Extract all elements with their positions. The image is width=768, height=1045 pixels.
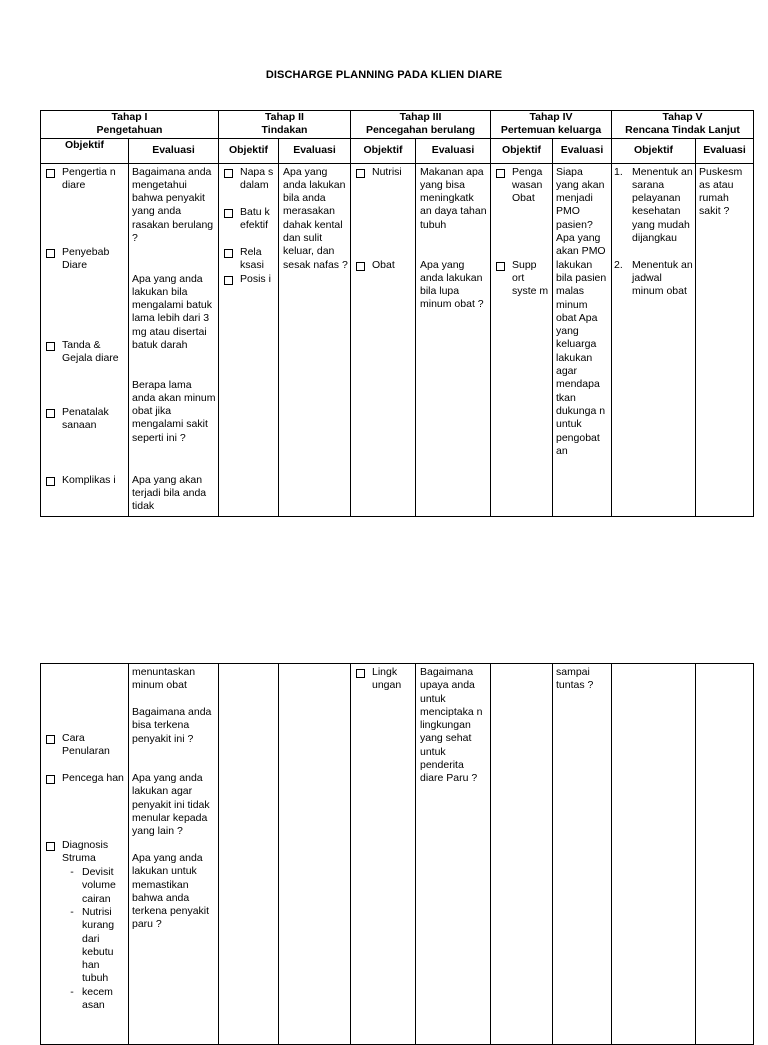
col-evaluasi-4 (553, 138, 612, 163)
checkbox-icon (224, 209, 233, 218)
evaluation-text: Apa yang akan terjadi bila anda tidak (132, 473, 207, 513)
evaluation-text: Makanan apa yang bisa meningkatk an daya tahan tubuh (420, 165, 487, 231)
list-item: Pencega han (46, 772, 124, 785)
discharge-table-1 (40, 110, 754, 517)
t3-objektif-cell (351, 163, 416, 516)
list-item: 1. Menentuk an sarana pelayanan kesehatan yang mudah dijangkau (614, 165, 693, 245)
col-evaluasi-label: Evaluasi (152, 143, 195, 156)
stage-3-header (351, 111, 491, 139)
t1-objektif-cell (41, 163, 129, 516)
t1-evaluasi-cell-p2 (129, 664, 219, 1045)
stage-1-name: Tahap I (111, 111, 148, 123)
list-item: Nutrisi (356, 166, 414, 179)
t2-evaluasi-cell (279, 163, 351, 516)
checkbox-icon (224, 249, 233, 258)
list-item: Posis i (224, 273, 276, 286)
checkbox-icon (356, 262, 365, 271)
checkbox-icon (356, 169, 365, 178)
col-evaluasi-3 (416, 138, 491, 163)
evaluation-text: Bagaimana anda bisa terkena penyakit ini ? (132, 706, 212, 745)
evaluation-text: Apa yang anda lakukan agar penyakit ini tidak menular kepada yang lain ? (132, 772, 210, 838)
stage-4-name: Tahap IV (529, 111, 573, 123)
checkbox-icon (46, 735, 55, 744)
evaluation-text: Bagaimana anda mengetahui bahwa penyakit yang anda rasakan berulang ? (132, 165, 214, 245)
list-item: Napa s dalam (224, 166, 276, 193)
stage-1-header (41, 111, 219, 139)
col-objektif-label: Objektif (633, 143, 674, 156)
list-item: Penga wasan Obat (496, 166, 551, 206)
checkbox-icon (46, 842, 55, 851)
checkbox-icon (46, 409, 55, 418)
evaluation-text: Apa yang anda lakukan untuk memastikan bahwa anda terkena penyakit paru ? (132, 852, 210, 931)
col-objektif-label: Objektif (501, 143, 542, 156)
stage-3-sub: Pencegahan berulang (365, 124, 476, 137)
col-evaluasi-label: Evaluasi (560, 143, 604, 156)
checkbox-icon (46, 169, 55, 178)
list-item: Tanda & Gejala diare (46, 339, 124, 366)
checkbox-icon (46, 342, 55, 351)
discharge-table-2 (40, 663, 754, 1045)
stage-2-sub: Tindakan (261, 124, 308, 137)
t4-evaluasi-cell (553, 163, 612, 516)
t4-evaluasi-cell-p2 (553, 664, 612, 1045)
col-objektif-5 (612, 138, 696, 163)
page-title: DISCHARGE PLANNING PADA KLIEN DIARE (265, 69, 503, 81)
checkbox-icon (496, 262, 505, 271)
checkbox-icon (46, 477, 55, 486)
t3-objektif-cell-p2 (351, 664, 416, 1045)
list-item: Supp ort syste m (496, 259, 551, 299)
col-objektif-label: Objektif (64, 138, 105, 151)
checkbox-icon (496, 169, 505, 178)
t5-objektif-cell-p2 (612, 664, 696, 1045)
col-evaluasi-label: Evaluasi (293, 143, 336, 156)
checkbox-icon (224, 276, 233, 285)
stage-5-sub: Rencana Tindak Lanjut (625, 124, 740, 137)
col-objektif-3 (351, 138, 416, 163)
checkbox-icon (224, 169, 233, 178)
col-objektif-1 (41, 138, 129, 163)
sub-list-item: - Devisit volume cairan (70, 866, 116, 905)
stage-2-name: Tahap II (265, 111, 304, 123)
stage-1-sub: Pengetahuan (96, 124, 163, 137)
stage-4-sub: Pertemuan keluarga (500, 124, 602, 137)
col-evaluasi-label: Evaluasi (431, 143, 475, 156)
evaluation-text: Berapa lama anda akan minum obat jika mengalami sakit seperti ini ? (132, 378, 216, 444)
stage-5-header (612, 111, 754, 139)
evaluation-text: Siapa yang akan menjadi PMO pasien? Apa yang akan PMO lakukan bila pasien malas minum obat Apa yang keluarga lakukan agar mendapa tkan dukunga n untuk pengobat an (556, 165, 607, 457)
evaluation-text: Bagaimana upaya anda untuk menciptaka n lingkungan yang sehat untuk penderita diare Paru ? (420, 666, 483, 785)
list-item: Batu k efektif (224, 206, 276, 233)
t5-evaluasi-cell (696, 163, 754, 516)
col-objektif-label: Objektif (228, 143, 269, 156)
list-item: 2. Menentuk an jadwal minum obat (614, 258, 693, 298)
col-evaluasi-2 (279, 138, 351, 163)
list-item: Cara Penularan (46, 732, 124, 759)
col-evaluasi-1 (129, 138, 219, 163)
col-objektif-label: Objektif (363, 143, 403, 156)
evaluation-text: menuntaskan minum obat (132, 666, 196, 692)
stage-4-header (491, 111, 612, 139)
t2-evaluasi-cell-p2 (279, 664, 351, 1045)
t5-evaluasi-cell-p2 (696, 664, 754, 1045)
list-item: Penatalak sanaan (46, 406, 124, 433)
t3-evaluasi-cell-p2 (416, 664, 491, 1045)
evaluation-text: Apa yang anda lakukan bila mengalami batuk lama lebih dari 3 mg atau disertai batuk darah (132, 272, 212, 352)
t1-objektif-cell-p2 (41, 664, 129, 1045)
list-item: Obat (356, 259, 414, 272)
evaluation-text: Apa yang anda lakukan bila anda merasakan dahak kental dan sulit keluar, dan sesak nafas ? (283, 165, 348, 271)
list-item: Penyebab Diare (46, 246, 124, 273)
list-item: Lingk ungan (356, 666, 414, 693)
t4-objektif-cell (491, 163, 553, 516)
stage-3-name: Tahap III (399, 111, 442, 123)
t5-objektif-cell (612, 163, 696, 516)
t2-objektif-cell (219, 163, 279, 516)
list-item: Rela ksasi (224, 246, 276, 273)
sub-list-item: - kecem asan (70, 986, 113, 1012)
t3-evaluasi-cell (416, 163, 491, 516)
list-item: Komplikas i (46, 474, 124, 487)
t1-evaluasi-cell (129, 163, 219, 516)
stage-2-header (219, 111, 351, 139)
checkbox-icon (46, 249, 55, 258)
checkbox-icon (356, 669, 365, 678)
list-item: Diagnosis Struma (46, 839, 124, 866)
t2-objektif-cell-p2 (219, 664, 279, 1045)
sub-list-item: - Nutrisi kurang dari kebutu han tubuh (70, 906, 115, 985)
evaluation-text: Apa yang anda lakukan bila lupa minum obat ? (420, 258, 484, 311)
t4-objektif-cell-p2 (491, 664, 553, 1045)
list-item: Pengertia n diare (46, 166, 124, 193)
col-objektif-4 (491, 138, 553, 163)
stage-5-name: Tahap V (662, 111, 703, 123)
col-objektif-2 (219, 138, 279, 163)
evaluation-text: sampai tuntas ? (556, 666, 594, 692)
evaluation-text: Puskesm as atau rumah sakit ? (699, 165, 743, 218)
col-evaluasi-label: Evaluasi (703, 143, 746, 156)
checkbox-icon (46, 775, 55, 784)
col-evaluasi-5 (696, 138, 754, 163)
